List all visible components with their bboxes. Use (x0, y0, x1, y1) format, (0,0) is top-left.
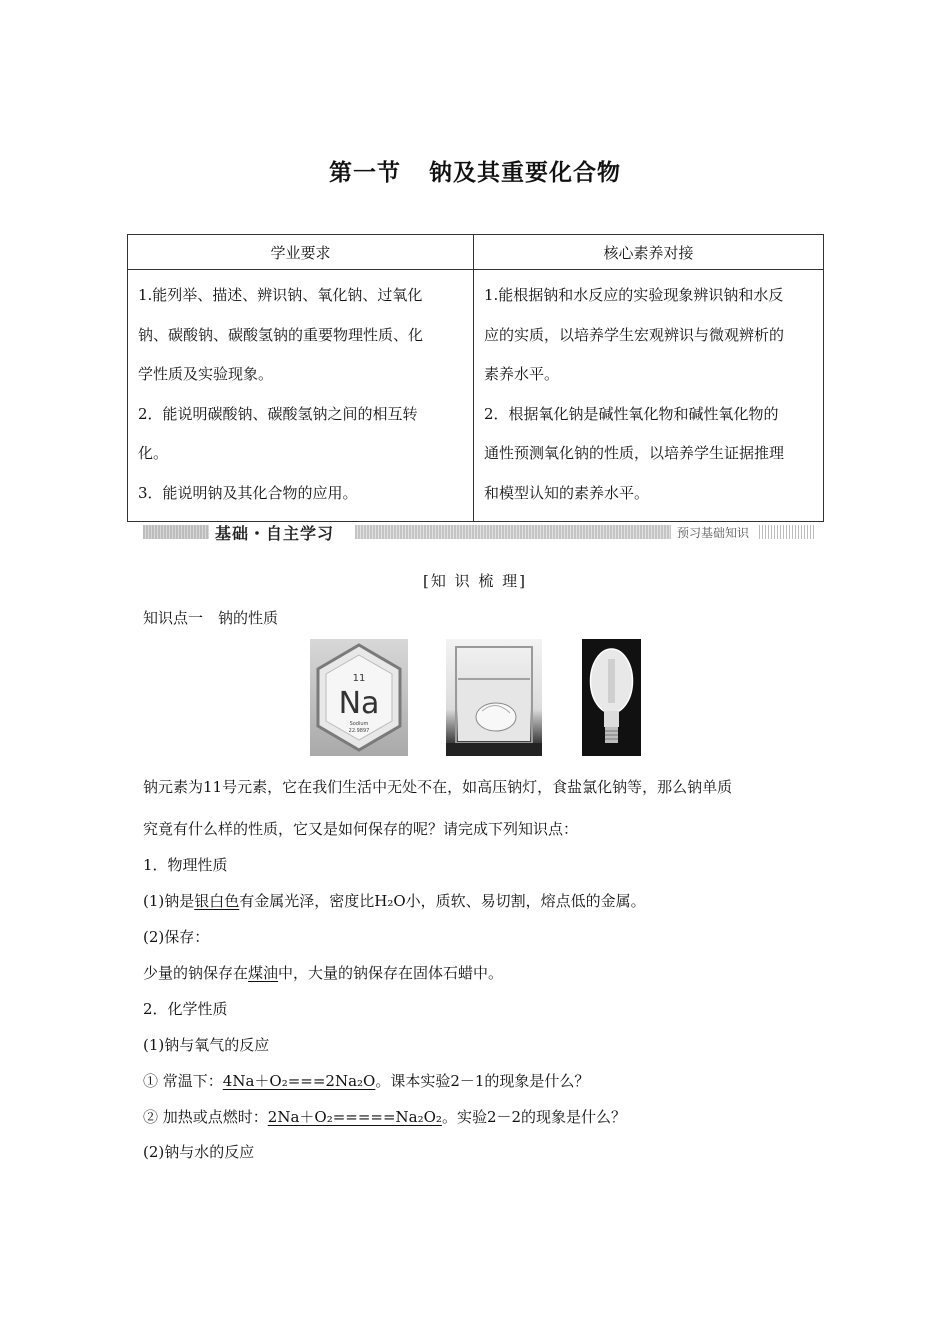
knowledge-subhead: [知 识 梳 理] (422, 572, 527, 590)
table-line: 化。 (138, 444, 169, 462)
text-segment: 有金属光泽，密度比H₂O小，质软、易切割，熔点低的金属。 (239, 892, 646, 910)
intro-line-1: 钠元素为11号元素，它在我们生活中无处不在，如高压钠灯，食盐氯化钠等，那么钠单质 (143, 778, 733, 796)
table-line: 钠、碳酸钠、碳酸氢钠的重要物理性质、化 (138, 325, 424, 344)
text-segment: 。课本实验2－1的现象是什么？ (375, 1072, 590, 1090)
table-line: 通性预测氧化钠的性质，以培养学生证据推理 (484, 444, 785, 462)
sodium-lamp-image (582, 639, 641, 756)
table-line: 1.能根据钠和水反应的实验现象辨识钠和水反 (484, 286, 784, 304)
text-segment: 少量的钠保存在 (143, 964, 249, 982)
col1-cell (128, 270, 474, 522)
banner-bar-end (759, 525, 815, 539)
text-segment: 中，大量的钠保存在固体石蜡中。 (278, 964, 504, 982)
beaker-image (446, 639, 542, 756)
tile-mass: 22.9897 (348, 728, 370, 734)
table-line: 学性质及实验现象。 (138, 365, 274, 383)
table-line: 2．能说明碳酸钠、碳酸氢钠之间的相互转 (138, 404, 418, 423)
page-title (0, 154, 950, 187)
answer-blank: 煤油 (248, 964, 279, 982)
oxygen-reaction-heading: (1)钠与氧气的反应 (143, 1036, 270, 1054)
intro-line-2: 究竟有什么样的性质，它又是如何保存的呢？请完成下列知识点： (143, 820, 579, 838)
tile-name: Sodium (349, 721, 369, 727)
text-segment: ② 加热或点燃时： (143, 1108, 268, 1126)
table-line: 3．能说明钠及其化合物的应用。 (138, 483, 358, 502)
beaker-graphic (446, 639, 542, 756)
knowledge-point-heading: 知识点一 钠的性质 (143, 609, 279, 627)
tile-number: 11 (352, 673, 366, 684)
physical-item-1 (143, 890, 646, 911)
col1-header: 学业要求 (128, 235, 474, 270)
equation-blank: 4Na＋O₂===2Na₂O (222, 1072, 376, 1090)
text-segment: ① 常温下： (143, 1072, 223, 1090)
tile-symbol: Na (338, 686, 380, 721)
section-number: 第一节 (329, 160, 401, 186)
section-banner (143, 521, 815, 543)
sodium-lamp-graphic (582, 639, 641, 756)
water-reaction-heading: (2)钠与水的反应 (143, 1143, 255, 1161)
table-line: 1.能列举、描述、辨识钠、氧化钠、过氧化 (138, 286, 423, 304)
storage-text (143, 962, 503, 983)
physical-item-2: (2)保存： (143, 928, 210, 946)
banner-sub: 预习基础知识 (677, 526, 750, 540)
table-line: 应的实质，以培养学生宏观辨识与微观辨析的 (484, 325, 785, 344)
text-segment: 。实验2－2的现象是什么？ (441, 1108, 627, 1126)
reaction-2 (143, 1106, 626, 1127)
col2-cell (474, 270, 824, 522)
equation-blank: 2Na＋O₂=====Na₂O₂ (267, 1108, 442, 1126)
table-line: 2．根据氧化钠是碱性氧化物和碱性氧化物的 (484, 404, 779, 423)
text-segment: (1)钠是 (143, 892, 195, 910)
banner-bar-right (355, 525, 671, 539)
banner-bar-left (143, 525, 209, 539)
physical-heading: 1．物理性质 (143, 856, 228, 874)
section-title: 钠及其重要化合物 (429, 160, 621, 186)
sodium-tile-image (310, 639, 408, 756)
banner-label: 基础・自主学习 (215, 524, 335, 543)
reaction-1 (143, 1070, 589, 1091)
table-line: 素养水平。 (484, 365, 560, 383)
sodium-tile-graphic (310, 639, 408, 756)
answer-blank: 银白色 (194, 892, 240, 910)
col2-header: 核心素养对接 (474, 235, 824, 270)
chemical-heading: 2．化学性质 (143, 1000, 228, 1018)
requirements-table (127, 234, 824, 522)
table-line: 和模型认知的素养水平。 (484, 483, 650, 502)
